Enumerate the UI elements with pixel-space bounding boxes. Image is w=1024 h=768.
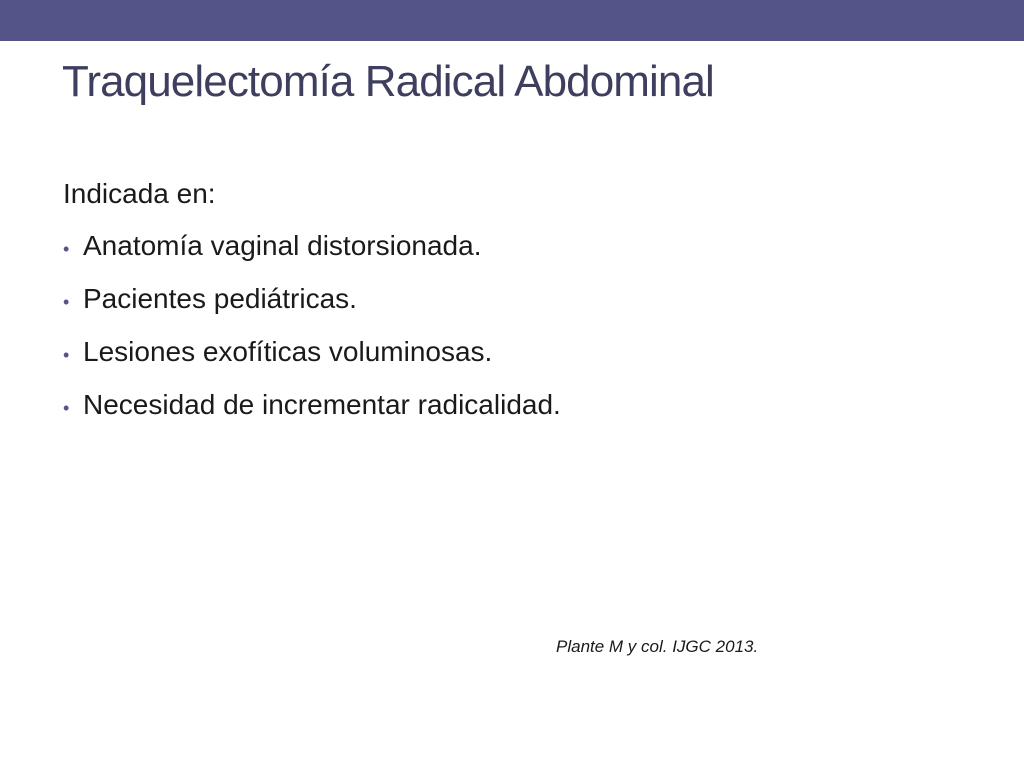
bullet-text: Lesiones exofíticas voluminosas. bbox=[83, 336, 493, 367]
slide-title: Traquelectomía Radical Abdominal bbox=[62, 57, 714, 106]
bullet-dot-icon: • bbox=[63, 345, 70, 365]
slide-body bbox=[63, 172, 963, 433]
intro-text: Indicada en: bbox=[63, 178, 216, 209]
bullet-item bbox=[63, 221, 963, 274]
citation: Plante M y col. IJGC 2013. bbox=[556, 637, 759, 656]
bullet-text: Anatomía vaginal distorsionada. bbox=[83, 230, 482, 261]
bullet-item bbox=[63, 274, 963, 327]
bullet-dot-icon: • bbox=[63, 398, 70, 418]
bullet-dot-icon: • bbox=[63, 239, 70, 259]
header-bar bbox=[0, 0, 1024, 41]
bullet-text: Pacientes pediátricas. bbox=[83, 283, 357, 314]
bullet-text: Necesidad de incrementar radicalidad. bbox=[83, 389, 561, 420]
bullet-dot-icon: • bbox=[63, 292, 70, 312]
bullet-item bbox=[63, 380, 963, 433]
bullet-list bbox=[63, 221, 963, 433]
bullet-item bbox=[63, 327, 963, 380]
